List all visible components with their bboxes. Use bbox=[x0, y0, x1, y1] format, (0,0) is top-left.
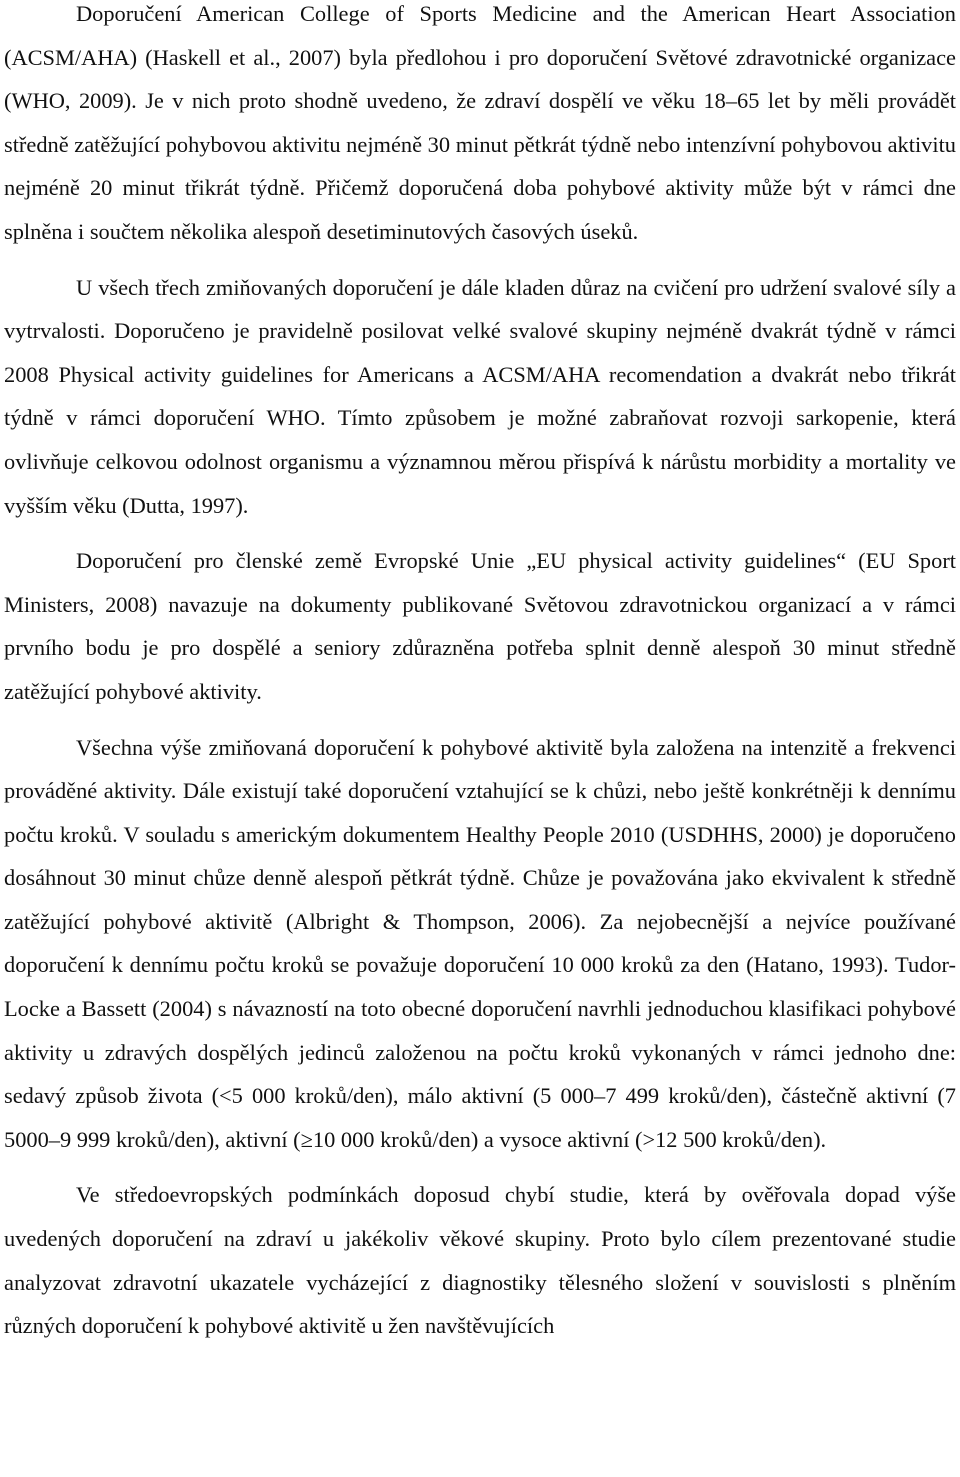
paragraph-steps-recommendations: Všechna výše zmiňovaná doporučení k pohybové aktivitě byla založena na intenzitě a frekvenci prováděné aktivity. Dále existují také doporučení vztahující se k chůzi, nebo ještě konkrétněji k dennímu počtu kroků. V souladu s americkým dokumentem Healthy People 2010 (USDHHS, 2000) je doporučeno dosáhnout 30 minut chůze denně alespoň pětkrát týdně. Chůze je považována jako ekvivalent k středně zatěžující pohybové aktivitě (Albright & Thompson, 2006). Za nejobecnější a nejvíce používané doporučení k dennímu počtu kroků se považuje doporučení 10 000 kroků za den (Hatano, 1993). Tudor-Locke a Bassett (2004) s návazností na toto obecné doporučení navrhli jednoduchou klasifikaci pohybové aktivity u zdravých dospělých jedinců založenou na počtu kroků vykonaných v rámci jednoho dne: sedavý způsob života (<5 000 kroků/den), málo aktivní (5 000–7 499 kroků/den), částečně aktivní (7 5000–9 999 kroků/den), aktivní (≥10 000 kroků/den) a vysoce aktivní (>12 500 kroků/den). bbox=[4, 734, 956, 1152]
paragraph-eu-guidelines: Doporučení pro členské země Evropské Unie „EU physical activity guidelines“ (EU Sport Ministers, 2008) navazuje na dokumenty publikované Světovou zdravotnickou organizací a v rámci prvního bodu je pro dospělé a seniory zdůrazněna potřeba splnit denně alespoň 30 minut středně zatěžující pohybové aktivity. bbox=[4, 548, 956, 704]
paragraph-acsm-aha-who: Doporučení American College of Sports Medicine and the American Heart Association (ACSM/AHA) (Haskell et al., 2007) byla předlohou i pro doporučení Světové zdravotnické organizace (WHO, 2009). Je v nich proto shodně uvedeno, že zdraví dospělí ve věku 18–65 let by měli provádět středně zatěžující pohybovou aktivitu nejméně 30 minut pětkrát týdně nebo intenzívní pohybovou aktivitu nejméně 20 minut třikrát týdně. Přičemž doporučená doba pohybové aktivity může být v rámci dne splněna i součtem několika alespoň desetiminutových časových úseků. bbox=[4, 1, 956, 244]
paragraph-central-europe-study: Ve středoevropských podmínkách doposud chybí studie, která by ověřovala dopad výše uvedených doporučení na zdraví u jakékoliv věkové skupiny. Proto bylo cílem prezentované studie analyzovat zdravotní ukazatele vycházející z diagnostiky tělesného složení v souvislosti s plněním různých doporučení k pohybové aktivitě u žen navštěvujících bbox=[4, 1182, 956, 1339]
paragraph-muscle-strength: U všech třech zmiňovaných doporučení je dále kladen důraz na cvičení pro udržení svalové síly a vytrvalosti. Doporučeno je pravidelně posilovat velké svalové skupiny nejméně dvakrát týdně v rámci 2008 Physical activity guidelines for Americans a ACSM/AHA recomendation a dvakrát nebo třikrát týdně v rámci doporučení WHO. Tímto způsobem je možné zabraňovat rozvoji sarkopenie, která ovlivňuje celkovou odolnost organismu a významnou měrou přispívá k nárůstu morbidity a mortality ve vyšším věku (Dutta, 1997). bbox=[4, 274, 956, 518]
